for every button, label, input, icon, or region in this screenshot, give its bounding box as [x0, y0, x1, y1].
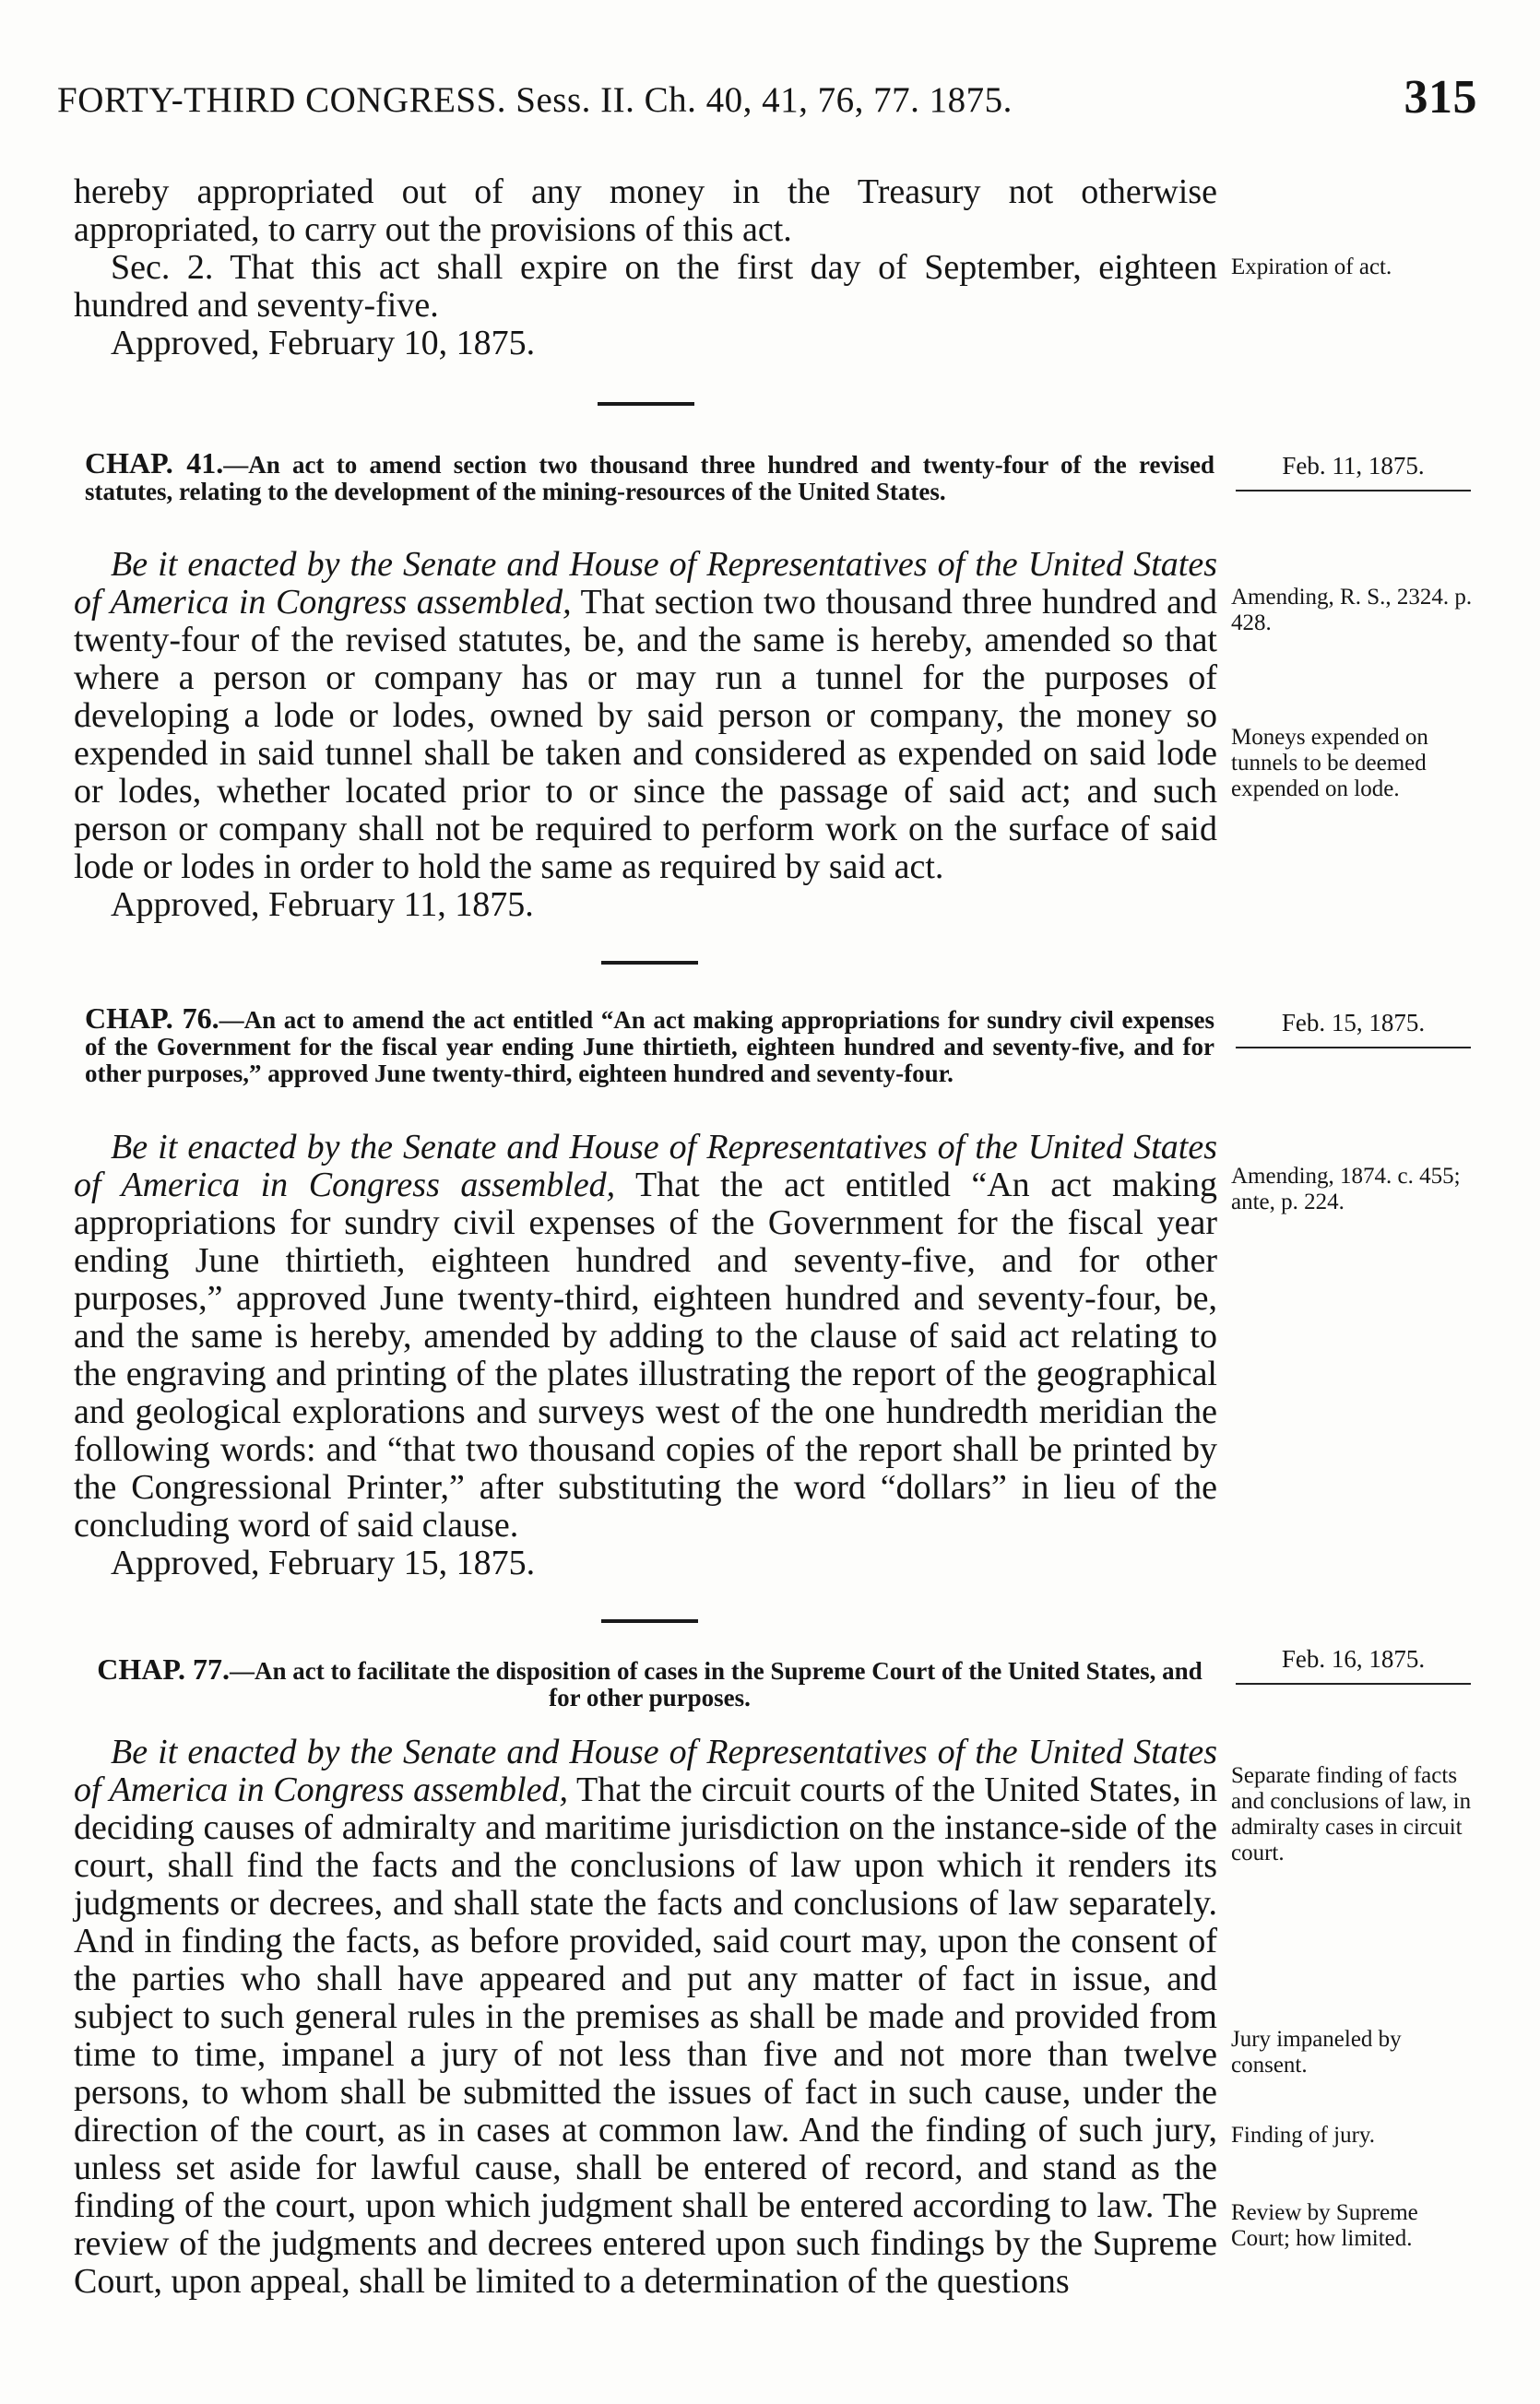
section-rule: [601, 961, 698, 965]
margin-note-separate-finding: Separate finding of facts and conclusions of law, in admiralty cases in circuit court.: [1231, 1763, 1472, 1865]
margin-note-finding-of-jury: Finding of jury.: [1231, 2123, 1376, 2148]
margin-note-moneys-expended: Moneys expended on tunnels to be deemed expended on lode.: [1231, 725, 1428, 801]
enacting-clause: Be it enacted by the Senate and House of Representatives of the United States of America in Congress assembled,: [74, 545, 1217, 622]
chapter-41-date: Feb. 11, 1875.: [1236, 452, 1471, 491]
margin-note-amending-1874: Amending, 1874. c. 455; ante, p. 224.: [1231, 1164, 1461, 1214]
chapter-77-date: Feb. 16, 1875.: [1236, 1645, 1471, 1685]
chapter-label: CHAP. 77.: [97, 1652, 230, 1686]
running-head: FORTY-THIRD CONGRESS. Sess. II. Ch. 40, 41, 76, 77. 1875.: [57, 80, 1013, 120]
chapter-body: That the act entitled “An act making appropriations for sundry civil expenses of the Government for the fiscal year ending June thirtieth, eighteen hundred and seventy-five, and for other purposes,” approved June twenty-third, eighteen hundred and seventy-four, be, and the same is hereby, amended by adding to the clause of said act relating to the engraving and printing of the plates illustrating the report of the geographical and geological explorations and surveys west of the one hundredth meridian the following words: and “that two thousand copies of the report shall be printed by the Congressional Printer,” after substituting the word “dollars” in lieu of the concluding word of said clause.: [74, 1166, 1217, 1545]
section-rule: [598, 402, 694, 406]
section-rule: [601, 1619, 698, 1623]
approval-line: Approved, February 11, 1875.: [111, 885, 534, 924]
page-number: 315: [1404, 71, 1477, 124]
margin-note-jury-impaneled: Jury impaneled by consent.: [1231, 2027, 1402, 2078]
margin-note-expiration: Expiration of act.: [1231, 255, 1392, 279]
chapter-41-title: [85, 446, 1214, 505]
chapter-body: That section two thousand three hundred and twenty-four of the revised statutes, be, and the same is hereby, amended so that where a person or company has or may run a tunnel for the purposes of developing a lode or lodes, owned by said person or company, the money so expended in said tunnel shall be taken and considered as expended on said lode or lodes, whether located prior to or since the passage of said act; and such person or company shall not be required to perform work on the surface of said lode or lodes in order to hold the same as required by said act.: [74, 583, 1217, 886]
chapter-title: —An act to amend the act entitled “An act making appropriations for sundry civil expenses of the Government for the fiscal year ending June thirtieth, eighteen hundred and seventy-five, and for other purposes,” approved June twenty-third, eighteen hundred and seventy-four.: [85, 1006, 1215, 1087]
enacting-clause: Be it enacted by the Senate and House of Representatives of the United States of America in Congress assembled,: [74, 1733, 1217, 1809]
chapter-title: —An act to amend section two thousand three hundred and twenty-four of the revised statutes, relating to the development of the mining-resources of the United States.: [85, 451, 1214, 505]
chapter-41-body: [74, 546, 1217, 924]
chapter-77-title: [85, 1652, 1214, 1711]
section-2: Sec. 2. That this act shall expire on the first day of September, eighteen hundred and seventy-five.: [74, 248, 1217, 325]
margin-note-amending-2324: Amending, R. S., 2324. p. 428.: [1231, 585, 1473, 635]
chapter-label: CHAP. 76.: [85, 1001, 219, 1035]
chapter-77-body: [74, 1734, 1217, 2301]
continuation-text: [74, 173, 1217, 362]
margin-note-review: Review by Supreme Court; how limited.: [1231, 2200, 1418, 2251]
chapter-label: CHAP. 41.: [85, 446, 224, 480]
enacting-clause: Be it enacted by the Senate and House of Representatives of the United States of America in Congress assembled,: [74, 1128, 1217, 1204]
chapter-76-body: [74, 1129, 1217, 1582]
chapter-title: —An act to facilitate the disposition of cases in the Supreme Court of the United States, and for other purposes.: [230, 1657, 1202, 1711]
approval-line: Approved, February 15, 1875.: [111, 1544, 536, 1582]
chapter-76-title: [85, 1001, 1215, 1087]
continuation-paragraph: hereby appropriated out of any money in the Treasury not otherwise appropriated, to carry out the provisions of this act.: [74, 172, 1217, 249]
approval-line: Approved, February 10, 1875.: [111, 324, 536, 362]
chapter-body: That the circuit courts of the United States, in deciding causes of admiralty and maritime jurisdiction on the instance-side of the court, shall find the facts and the conclusions of law upon which it renders its judgments or decrees, and shall state the facts and conclusions of law separately. And in finding the facts, as before provided, said court may, upon the consent of the parties who shall have appeared and put any matter of fact in issue, and subject to such general rules in the premises as shall be made and provided from time to time, impanel a jury of not less than five and not more than twelve persons, to whom shall be submitted the issues of fact in such cause, under the direction of the court, as in cases at common law. And the finding of such jury, unless set aside for lawful cause, shall be entered of record, and stand as the finding of the court, upon which judgment shall be entered according to law. The review of the judgments and decrees entered upon such findings by the Supreme Court, upon appeal, shall be limited to a determination of the questions: [74, 1770, 1217, 2301]
chapter-76-date: Feb. 15, 1875.: [1236, 1009, 1471, 1048]
